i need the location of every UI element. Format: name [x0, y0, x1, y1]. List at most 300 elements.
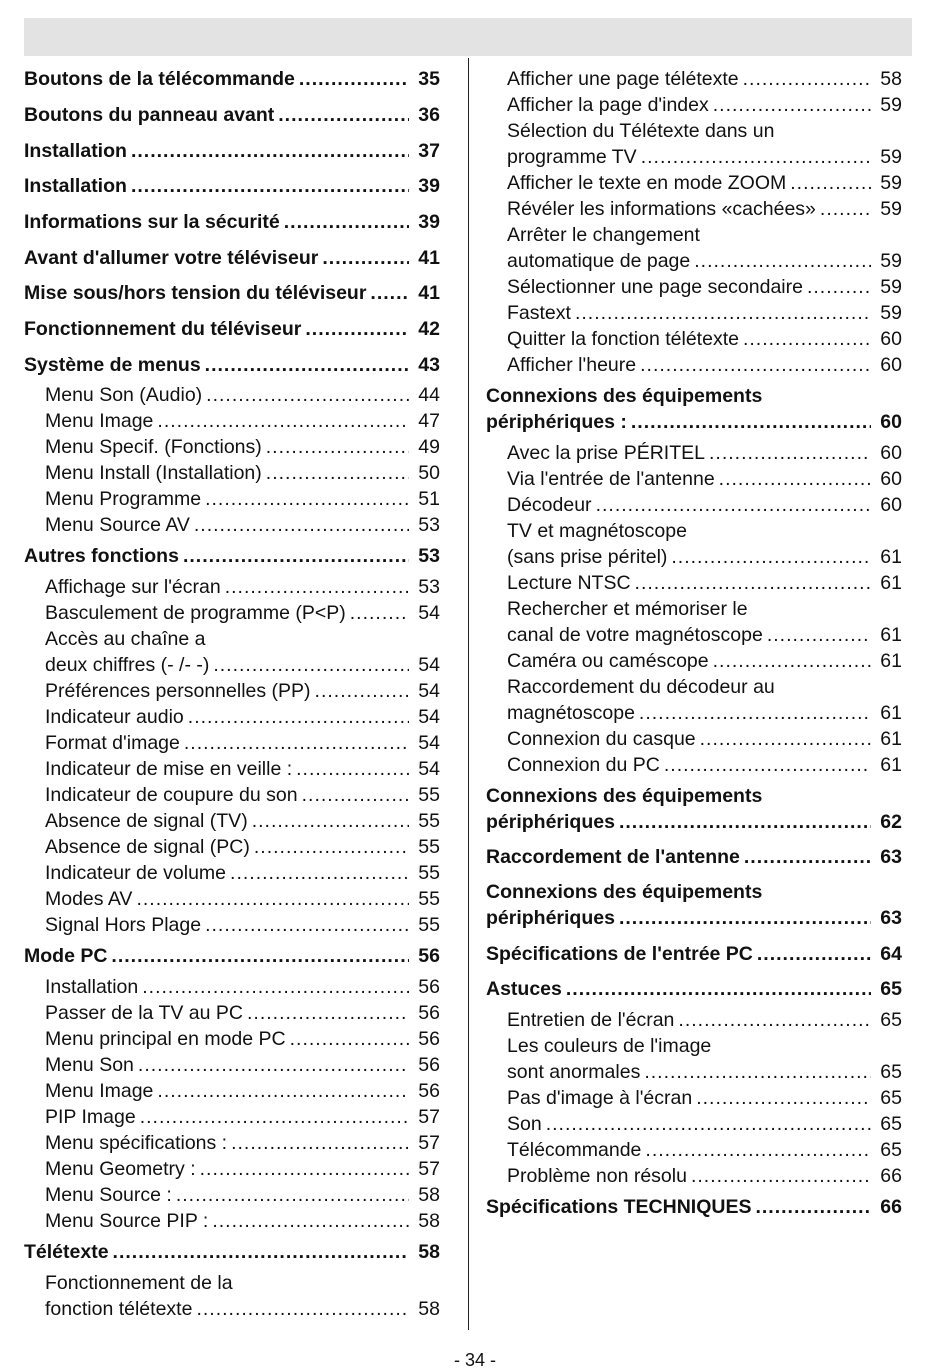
toc-entry-line	[507, 170, 902, 196]
toc-entry-line	[24, 102, 440, 128]
toc-entry-title: Avec la prise PÉRITEL	[507, 442, 705, 464]
dot-leader	[213, 652, 409, 678]
toc-entry-title: Installation	[24, 140, 127, 162]
toc-entry-page-number: 62	[880, 811, 902, 833]
toc-item-son[interactable]	[507, 1111, 902, 1137]
toc-entry-line	[507, 1163, 902, 1189]
toc-item-canal-de-votre-magnetoscope[interactable]	[507, 596, 902, 648]
toc-entry-title: Afficher la page d'index	[507, 94, 709, 116]
toc-section-installation[interactable]	[24, 138, 440, 164]
toc-entry-page-number: 60	[880, 442, 902, 464]
toc-section-fonctionnement-du-televiseur[interactable]	[24, 316, 440, 342]
toc-entry-title: Menu Install (Installation)	[45, 462, 262, 484]
dot-leader	[136, 886, 409, 912]
toc-item-menu-image[interactable]	[45, 408, 440, 434]
toc-section-systeme-de-menus[interactable]	[24, 352, 440, 378]
toc-entry-title: Affichage sur l'écran	[45, 576, 221, 598]
toc-item-fastext[interactable]	[507, 300, 902, 326]
toc-entry-line	[45, 574, 440, 600]
toc-item-afficher-l-heure[interactable]	[507, 352, 902, 378]
toc-entry-title: Menu Son	[45, 1054, 134, 1076]
dot-leader	[639, 700, 871, 726]
toc-entry-page-number: 39	[418, 175, 440, 197]
dot-leader	[290, 1026, 409, 1052]
toc-section-specifications-techniques[interactable]	[486, 1194, 902, 1220]
toc-item-menu-image[interactable]	[45, 1078, 440, 1104]
toc-item-absence-de-signal-tv[interactable]	[45, 808, 440, 834]
toc-entry-title: Son	[507, 1113, 542, 1135]
toc-item-connexion-du-casque[interactable]	[507, 726, 902, 752]
toc-entry-title: périphériques :	[486, 411, 627, 433]
toc-item-preferences-personnelles-pp[interactable]	[45, 678, 440, 704]
toc-entry-title: Pas d'image à l'écran	[507, 1087, 693, 1109]
toc-item-indicateur-de-coupure-du-son[interactable]	[45, 782, 440, 808]
dot-leader	[131, 138, 409, 164]
toc-entry-page-number: 58	[418, 1241, 440, 1263]
toc-entry-line	[507, 622, 902, 648]
toc-entry-title: Télécommande	[507, 1139, 642, 1161]
dot-leader	[820, 196, 871, 222]
toc-entry-line	[507, 1059, 902, 1085]
toc-entry-title-line: Sélection du Télétexte dans un	[507, 120, 775, 142]
toc-item-pas-d-image-a-l-ecran[interactable]	[507, 1085, 902, 1111]
dot-leader	[184, 730, 409, 756]
toc-item-menu-principal-en-mode-pc[interactable]	[45, 1026, 440, 1052]
toc-entry-page-number: 59	[880, 198, 902, 220]
toc-entry-title: Préférences personnelles (PP)	[45, 680, 311, 702]
dot-leader	[790, 170, 871, 196]
toc-item-menu-source-pip[interactable]	[45, 1208, 440, 1234]
toc-entry-page-number: 61	[880, 650, 902, 672]
dot-leader	[247, 1000, 409, 1026]
toc-item-signal-hors-plage[interactable]	[45, 912, 440, 938]
toc-section-informations-sur-la-securite[interactable]	[24, 209, 440, 235]
toc-entry-line	[45, 1208, 440, 1234]
dot-leader	[644, 1059, 871, 1085]
toc-entry-page-number: 60	[880, 411, 902, 433]
toc-item-magnetoscope[interactable]	[507, 674, 902, 726]
toc-entry-title: Afficher le texte en mode ZOOM	[507, 172, 787, 194]
toc-item-format-d-image[interactable]	[45, 730, 440, 756]
toc-entry-title: Menu Son (Audio)	[45, 384, 203, 406]
toc-item-programme-tv[interactable]	[507, 118, 902, 170]
toc-item-menu-specif-fonctions[interactable]	[45, 434, 440, 460]
toc-entry-title-line: Connexions des équipements	[486, 881, 763, 903]
toc-entry-page-number: 43	[418, 354, 440, 376]
dot-leader	[284, 209, 409, 235]
toc-entry-line	[507, 544, 902, 570]
dot-leader	[713, 648, 871, 674]
toc-entry-line	[45, 382, 440, 408]
toc-entry-line	[45, 460, 440, 486]
toc-entry-page-number: 59	[880, 146, 902, 168]
dot-leader	[302, 782, 409, 808]
dot-leader	[767, 622, 871, 648]
toc-entry-page-number: 50	[418, 462, 440, 484]
toc-entry-line	[45, 1104, 440, 1130]
toc-item-via-l-entree-de-l-antenne[interactable]	[507, 466, 902, 492]
toc-item-sont-anormales[interactable]	[507, 1033, 902, 1085]
toc-entry-page-number: 54	[418, 654, 440, 676]
toc-entry-line	[24, 943, 440, 969]
toc-entry-line	[507, 492, 902, 518]
toc-entry-line	[45, 1296, 440, 1322]
toc-entry-page-number: 65	[880, 1061, 902, 1083]
toc-entry-title: Indicateur audio	[45, 706, 184, 728]
toc-item-pip-image[interactable]	[45, 1104, 440, 1130]
toc-entry-line	[24, 245, 440, 271]
toc-entry-page-number: 58	[418, 1184, 440, 1206]
dot-leader	[266, 460, 409, 486]
toc-entry-line	[45, 886, 440, 912]
toc-item-passer-de-la-tv-au-pc[interactable]	[45, 1000, 440, 1026]
toc-item-afficher-une-page-teletexte[interactable]	[507, 66, 902, 92]
toc-entry-page-number: 55	[418, 914, 440, 936]
dot-leader	[645, 1137, 871, 1163]
dot-leader	[744, 844, 871, 870]
toc-entry-line	[45, 808, 440, 834]
toc-section-teletexte[interactable]	[24, 1239, 440, 1265]
toc-entry-page-number: 65	[880, 978, 902, 1000]
toc-entry-title: Quitter la fonction télétexte	[507, 328, 739, 350]
toc-item-absence-de-signal-pc[interactable]	[45, 834, 440, 860]
toc-entry-page-number: 55	[418, 810, 440, 832]
toc-entry-page-number: 56	[418, 1054, 440, 1076]
toc-item-menu-son-audio[interactable]	[45, 382, 440, 408]
dot-leader	[200, 1156, 409, 1182]
toc-item-menu-programme[interactable]	[45, 486, 440, 512]
toc-section-peripheriques[interactable]	[486, 879, 902, 931]
dot-leader	[322, 245, 409, 271]
dot-leader	[138, 1052, 409, 1078]
toc-entry-title: magnétoscope	[507, 702, 635, 724]
toc-entry-title: PIP Image	[45, 1106, 136, 1128]
toc-entry-line	[24, 316, 440, 342]
toc-entry-line	[24, 1239, 440, 1265]
toc-entry-line	[486, 941, 902, 967]
dot-leader	[205, 486, 409, 512]
toc-entry-title: Menu Programme	[45, 488, 202, 510]
toc-entry-line	[24, 352, 440, 378]
toc-entry-line	[486, 844, 902, 870]
toc-entry-title: Révéler les informations «cachées»	[507, 198, 816, 220]
toc-entry-page-number: 54	[418, 602, 440, 624]
toc-item-afficher-la-page-d-index[interactable]	[507, 92, 902, 118]
toc-entry-line	[507, 274, 902, 300]
toc-entry-title-line: Rechercher et mémoriser le	[507, 598, 748, 620]
toc-entry-line	[45, 1000, 440, 1026]
toc-entry-page-number: 56	[418, 1028, 440, 1050]
toc-entry-title: Fastext	[507, 302, 571, 324]
toc-entry-page-number: 47	[418, 410, 440, 432]
toc-item-entretien-de-l-ecran[interactable]	[507, 1007, 902, 1033]
toc-entry-page-number: 55	[418, 784, 440, 806]
toc-section-avant-d-allumer-votre-televiseur[interactable]	[24, 245, 440, 271]
toc-entry-line	[507, 1007, 902, 1033]
toc-item-installation[interactable]	[45, 974, 440, 1000]
dot-leader	[575, 300, 871, 326]
toc-entry-page-number: 42	[418, 318, 440, 340]
toc-entry-title: sont anormales	[507, 1061, 641, 1083]
toc-item-decodeur[interactable]	[507, 492, 902, 518]
toc-entry-title: Mode PC	[24, 945, 108, 967]
dot-leader	[196, 1296, 409, 1322]
toc-entry-page-number: 54	[418, 758, 440, 780]
toc-item-deux-chiffres[interactable]	[45, 626, 440, 678]
toc-entry-page-number: 53	[418, 514, 440, 536]
toc-entry-title-line: Fonctionnement de la	[45, 1272, 233, 1294]
dot-leader	[709, 440, 871, 466]
toc-item-fonction-teletexte[interactable]	[45, 1270, 440, 1322]
toc-item-modes-av[interactable]	[45, 886, 440, 912]
toc-entry-page-number: 56	[418, 976, 440, 998]
toc-entry-title-line: Accès au chaîne a	[45, 628, 206, 650]
toc-entry-title: Fonctionnement du téléviseur	[24, 318, 302, 340]
toc-entry-line	[45, 1052, 440, 1078]
toc-section-peripheriques[interactable]	[486, 783, 902, 835]
toc-section-mise-sous-hors-tension-du-televiseur[interactable]	[24, 280, 440, 306]
dot-leader	[743, 326, 871, 352]
toc-entry-title: Signal Hors Plage	[45, 914, 202, 936]
toc-section-mode-pc[interactable]	[24, 943, 440, 969]
toc-section-boutons-du-panneau-avant[interactable]	[24, 102, 440, 128]
toc-entry-page-number: 39	[418, 211, 440, 233]
toc-item-indicateur-de-volume[interactable]	[45, 860, 440, 886]
toc-entry-line	[45, 974, 440, 1000]
toc-entry-page-number: 65	[880, 1087, 902, 1109]
toc-entry-line	[24, 209, 440, 235]
toc-entry-line	[45, 1026, 440, 1052]
toc-entry-page-number: 58	[880, 68, 902, 90]
toc-entry-page-number: 57	[418, 1158, 440, 1180]
dot-leader	[254, 834, 409, 860]
toc-item-camera-ou-camescope[interactable]	[507, 648, 902, 674]
dot-leader	[640, 352, 871, 378]
toc-entry-line	[507, 66, 902, 92]
toc-entry-title: Menu spécifications :	[45, 1132, 228, 1154]
toc-item-selectionner-une-page-secondaire[interactable]	[507, 274, 902, 300]
toc-entry-title: Indicateur de mise en veille :	[45, 758, 293, 780]
dot-leader	[671, 544, 871, 570]
toc-section-autres-fonctions[interactable]	[24, 543, 440, 569]
toc-entry-title: Lecture NTSC	[507, 572, 631, 594]
toc-section-installation[interactable]	[24, 173, 440, 199]
toc-item-affichage-sur-l-ecran[interactable]	[45, 574, 440, 600]
toc-entry-line	[45, 1182, 440, 1208]
toc-entry-title: Via l'entrée de l'antenne	[507, 468, 715, 490]
toc-item-menu-specifications[interactable]	[45, 1130, 440, 1156]
dot-leader	[696, 1085, 871, 1111]
toc-entry-title-line: Arrêter le changement	[507, 224, 700, 246]
toc-item-menu-son[interactable]	[45, 1052, 440, 1078]
toc-entry-title: Format d'image	[45, 732, 180, 754]
toc-item-connexion-du-pc[interactable]	[507, 752, 902, 778]
toc-entry-line	[507, 570, 902, 596]
toc-entry-page-number: 55	[418, 836, 440, 858]
toc-entry-title: Installation	[45, 976, 139, 998]
toc-item-basculement-de-programme-p-p[interactable]	[45, 600, 440, 626]
toc-item-menu-install-installation[interactable]	[45, 460, 440, 486]
dot-leader	[142, 974, 409, 1000]
dot-leader	[225, 574, 409, 600]
toc-item-indicateur-audio[interactable]	[45, 704, 440, 730]
dot-leader	[111, 943, 409, 969]
toc-item-afficher-le-texte-en-mode-zoom[interactable]	[507, 170, 902, 196]
toc-entry-page-number: 61	[880, 546, 902, 568]
toc-section-astuces[interactable]	[486, 976, 902, 1002]
toc-entry-page-number: 66	[880, 1165, 902, 1187]
toc-entry-title: Basculement de programme (P<P)	[45, 602, 346, 624]
toc-item-indicateur-de-mise-en-veille[interactable]	[45, 756, 440, 782]
toc-item-telecommande[interactable]	[507, 1137, 902, 1163]
toc-entry-title: Télétexte	[24, 1241, 109, 1263]
toc-entry-line	[486, 976, 902, 1002]
toc-entry-line	[486, 1194, 902, 1220]
toc-entry-title: Menu Geometry :	[45, 1158, 196, 1180]
toc-entry-line	[507, 648, 902, 674]
dot-leader	[188, 704, 409, 730]
toc-entry-title: fonction télétexte	[45, 1298, 193, 1320]
toc-entry-page-number: 55	[418, 862, 440, 884]
toc-entry-page-number: 66	[880, 1196, 902, 1218]
toc-entry-title: Système de menus	[24, 354, 201, 376]
toc-entry-page-number: 54	[418, 732, 440, 754]
toc-entry-line	[45, 1078, 440, 1104]
dot-leader	[757, 941, 871, 967]
dot-leader	[641, 144, 871, 170]
toc-entry-page-number: 64	[880, 943, 902, 965]
toc-entry-title: Avant d'allumer votre téléviseur	[24, 247, 319, 269]
toc-entry-line	[507, 326, 902, 352]
toc-entry-line	[507, 92, 902, 118]
toc-item-sans-prise-peritel[interactable]	[507, 518, 902, 570]
dot-leader	[157, 1078, 409, 1104]
toc-entry-page-number: 37	[418, 140, 440, 162]
toc-entry-line	[507, 726, 902, 752]
toc-item-lecture-ntsc[interactable]	[507, 570, 902, 596]
toc-section-boutons-de-la-telecommande[interactable]	[24, 66, 440, 92]
dot-leader	[743, 66, 871, 92]
toc-entry-line	[45, 860, 440, 886]
toc-entry-line	[45, 512, 440, 538]
toc-item-probleme-non-resolu[interactable]	[507, 1163, 902, 1189]
dot-leader	[205, 912, 409, 938]
toc-entry-page-number: 63	[880, 846, 902, 868]
toc-left-column	[24, 66, 440, 1322]
toc-entry-title: Spécifications de l'entrée PC	[486, 943, 753, 965]
dot-leader	[315, 678, 409, 704]
toc-entry-title: Menu Source :	[45, 1184, 172, 1206]
toc-entry-line	[45, 834, 440, 860]
dot-leader	[140, 1104, 409, 1130]
toc-entry-page-number: 60	[880, 494, 902, 516]
toc-entry-title: Afficher une page télétexte	[507, 68, 739, 90]
header-bar	[24, 18, 912, 56]
page-number: - 34 -	[453, 1350, 496, 1370]
toc-entry-line	[45, 652, 440, 678]
toc-entry-line	[24, 138, 440, 164]
toc-entry-page-number: 53	[418, 576, 440, 598]
toc-entry-title: Connexion du casque	[507, 728, 696, 750]
dot-leader	[299, 66, 409, 92]
toc-entry-page-number: 51	[418, 488, 440, 510]
toc-item-menu-source-av[interactable]	[45, 512, 440, 538]
toc-item-avec-la-prise-peritel[interactable]	[507, 440, 902, 466]
toc-entry-page-number: 56	[418, 1080, 440, 1102]
toc-entry-title-line: Les couleurs de l'image	[507, 1035, 712, 1057]
toc-entry-title-line: Connexions des équipements	[486, 385, 763, 407]
toc-entry-page-number: 56	[418, 1002, 440, 1024]
toc-entry-page-number: 55	[418, 888, 440, 910]
dot-leader	[755, 1194, 871, 1220]
toc-entry-line	[45, 434, 440, 460]
toc-item-menu-geometry[interactable]	[45, 1156, 440, 1182]
toc-entry-page-number: 57	[418, 1106, 440, 1128]
toc-entry-title: Indicateur de coupure du son	[45, 784, 298, 806]
toc-entry-line	[507, 466, 902, 492]
dot-leader	[370, 280, 409, 306]
dot-leader	[194, 512, 409, 538]
toc-entry-line	[507, 300, 902, 326]
toc-entry-page-number: 36	[418, 104, 440, 126]
dot-leader	[546, 1111, 871, 1137]
dot-leader	[596, 492, 871, 518]
toc-entry-page-number: 60	[880, 354, 902, 376]
toc-entry-line	[24, 543, 440, 569]
toc-item-menu-source[interactable]	[45, 1182, 440, 1208]
toc-entry-title: (sans prise péritel)	[507, 546, 668, 568]
toc-entry-title: Menu principal en mode PC	[45, 1028, 286, 1050]
toc-entry-title: Boutons du panneau avant	[24, 104, 275, 126]
toc-entry-title: Décodeur	[507, 494, 592, 516]
dot-leader	[631, 409, 871, 435]
toc-entry-line	[507, 1137, 902, 1163]
toc-entry-title: Caméra ou caméscope	[507, 650, 709, 672]
toc-entry-line	[507, 700, 902, 726]
toc-entry-title: Raccordement de l'antenne	[486, 846, 740, 868]
toc-entry-page-number: 61	[880, 728, 902, 750]
toc-entry-title: Spécifications TECHNIQUES	[486, 1196, 752, 1218]
toc-entry-line	[24, 280, 440, 306]
toc-entry-title: deux chiffres (- /- -)	[45, 654, 210, 676]
toc-section-raccordement-de-l-antenne[interactable]	[486, 844, 902, 870]
toc-entry-page-number: 58	[418, 1298, 440, 1320]
toc-right-column	[486, 66, 902, 1220]
toc-item-automatique-de-page[interactable]	[507, 222, 902, 274]
toc-entry-line	[45, 486, 440, 512]
toc-section-peripheriques[interactable]	[486, 383, 902, 435]
toc-entry-line	[486, 409, 902, 435]
dot-leader	[566, 976, 871, 1002]
toc-entry-title: Sélectionner une page secondaire	[507, 276, 803, 298]
toc-entry-page-number: 65	[880, 1009, 902, 1031]
toc-entry-page-number: 59	[880, 250, 902, 272]
toc-entry-title: Autres fonctions	[24, 545, 179, 567]
toc-entry-line	[45, 600, 440, 626]
toc-item-reveler-les-informations-cachees[interactable]	[507, 196, 902, 222]
toc-entry-title-line: Raccordement du décodeur au	[507, 676, 775, 698]
toc-entry-title: Problème non résolu	[507, 1165, 687, 1187]
dot-leader	[183, 543, 409, 569]
toc-entry-title: automatique de page	[507, 250, 691, 272]
toc-entry-title: Menu Image	[45, 410, 154, 432]
toc-entry-line	[45, 1156, 440, 1182]
toc-entry-page-number: 60	[880, 468, 902, 490]
toc-entry-page-number: 61	[880, 754, 902, 776]
toc-item-quitter-la-fonction-teletexte[interactable]	[507, 326, 902, 352]
toc-section-specifications-de-l-entree-pc[interactable]	[486, 941, 902, 967]
toc-entry-title: périphériques	[486, 811, 615, 833]
